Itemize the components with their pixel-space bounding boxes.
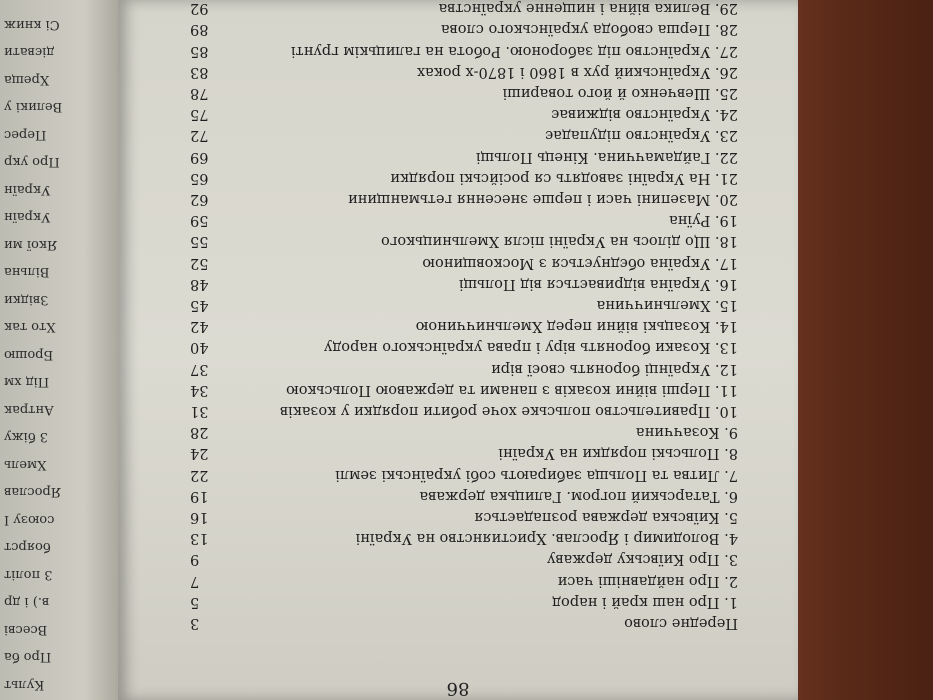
- toc-row: [156, 484, 758, 508]
- left-page-fragment: Хто так: [4, 319, 56, 335]
- toc-title: 10. Правительство польське хоче робити порядки у козаків: [279, 403, 738, 419]
- toc-page: 69: [190, 148, 209, 165]
- toc-row: [156, 293, 758, 317]
- toc-title: 28. Перша свобода українського слова: [440, 21, 738, 38]
- toc-row: [156, 166, 758, 190]
- toc-row: [156, 441, 758, 465]
- left-page-fragment: Хреща: [4, 72, 50, 87]
- toc-title: 27. Українство під забороною. Робота на галицькім грунті: [291, 42, 738, 59]
- toc-row: [156, 463, 758, 487]
- toc-row: [156, 335, 758, 359]
- toc-page: 65: [190, 169, 209, 186]
- toc-row: [156, 17, 758, 41]
- toc-row: [156, 208, 758, 232]
- toc-page: 45: [190, 297, 209, 313]
- left-page-fragment: Великі у: [4, 99, 63, 115]
- toc-title: 18. Що ділось на Україні після Хмельницького: [381, 233, 738, 250]
- left-page-fragment: боярст: [4, 539, 51, 555]
- toc-page: 13: [190, 530, 209, 547]
- toc-page: 34: [190, 381, 209, 398]
- left-page-fragment: Брошю: [4, 347, 54, 362]
- left-page-fragments: [0, 0, 120, 700]
- toc-row: [156, 569, 758, 593]
- toc-page: 89: [190, 21, 209, 38]
- toc-row: [156, 378, 758, 402]
- toc-page: 24: [190, 445, 209, 462]
- table-of-contents: [118, 0, 798, 700]
- left-page-fragment: Україн: [4, 209, 51, 225]
- left-page-fragment: Культ: [4, 677, 45, 692]
- toc-title: 17. Україна обєднується з Московщиною: [422, 254, 738, 271]
- toc-page: 52: [190, 254, 209, 271]
- toc-title: 3. Про Київську державу: [546, 551, 738, 568]
- toc-title: 26. Український рух в 1860 і 1870-х роках: [416, 63, 738, 80]
- left-page-fragment: Звідки: [4, 292, 49, 307]
- toc-row: [156, 314, 758, 338]
- toc-row: [156, 611, 758, 635]
- toc-title: 6. Татарський погром. Галицька держава: [419, 487, 738, 504]
- toc-title: 16. Україна відривається від Польщі: [458, 275, 738, 292]
- toc-row: [156, 60, 758, 84]
- toc-page: 19: [190, 487, 209, 504]
- toc-title: 1. Про наш край і народ: [552, 593, 738, 610]
- toc-row: [156, 399, 758, 423]
- toc-title: 19. Руїна: [669, 212, 738, 229]
- toc-row: [156, 39, 758, 63]
- toc-page: 78: [190, 85, 209, 101]
- toc-title: 24. Українство відживає: [551, 106, 738, 123]
- left-page-fragment: Вільна: [4, 264, 50, 280]
- toc-page: 59: [190, 212, 209, 229]
- toc-page: 72: [190, 127, 209, 144]
- toc-title: 7. Литва та Польща забирають собі українські землі: [335, 466, 738, 483]
- toc-row: [156, 505, 758, 529]
- toc-row: [156, 229, 758, 253]
- toc-row: [156, 187, 758, 211]
- left-page-fragment: Хмель: [4, 457, 47, 472]
- left-page-fragment: в.) і др: [4, 594, 50, 610]
- left-page-fragment: 3 біжу: [4, 429, 48, 445]
- toc-row: [156, 251, 758, 275]
- toc-page: 62: [190, 191, 209, 207]
- toc-page: 31: [190, 403, 209, 419]
- left-page-fragment: Якої ми: [4, 237, 58, 252]
- left-page-fragment: Під хм: [4, 374, 50, 390]
- toc-title: Передне слово: [624, 615, 738, 631]
- left-page-fragment: Всесві: [4, 622, 48, 637]
- toc-title: 9. Козаччина: [635, 424, 738, 441]
- toc-page: 3: [190, 615, 200, 631]
- toc-page: 16: [190, 509, 209, 525]
- toc-row: [156, 590, 758, 614]
- toc-row: [156, 547, 758, 571]
- toc-row: [156, 81, 758, 105]
- left-page-fragment: Про укр: [4, 154, 60, 170]
- left-page-fragment: Антрак: [4, 402, 54, 417]
- toc-row: [156, 102, 758, 126]
- toc-row: [156, 0, 758, 20]
- left-page-fragment: Україн: [4, 182, 51, 197]
- toc-page: 37: [190, 360, 209, 377]
- page-number: 86: [446, 678, 470, 699]
- toc-title: 22. Гайдамаччина. Кінець Польщі: [476, 148, 738, 165]
- toc-row: [156, 420, 758, 444]
- toc-title: 2. Про найдавніші часи: [557, 572, 738, 589]
- toc-page: 7: [190, 572, 200, 589]
- toc-title: 11. Перші війни козаків з панами та державою Польською: [286, 381, 738, 398]
- toc-title: 25. Шевченко й його товариші: [502, 85, 738, 101]
- toc-title: 29. Велика війна і нищенне українства: [438, 0, 738, 17]
- left-page: [0, 0, 120, 700]
- left-page-fragment: 3 політ: [4, 567, 53, 582]
- toc-title: 5. Київська держава розпадається: [474, 509, 738, 525]
- toc-title: 4. Володимир і Ярослав. Християнство на Україні: [355, 530, 738, 547]
- toc-title: 12. Українці боронять своєї віри: [491, 360, 738, 377]
- toc-page: 22: [190, 466, 209, 483]
- toc-title: 15. Хмельниччина: [596, 297, 738, 313]
- toc-page: 42: [190, 318, 209, 335]
- left-page-fragment: Перес: [4, 127, 47, 142]
- left-page-fragment: союзу І: [4, 512, 55, 527]
- toc-row: [156, 357, 758, 381]
- toc-page: 48: [190, 275, 209, 292]
- left-page-fragment: Сі книж: [4, 17, 60, 32]
- toc-page: 28: [190, 424, 209, 441]
- toc-row: [156, 526, 758, 550]
- toc-title: 23. Українство підупадає: [545, 127, 738, 144]
- toc-page: 75: [190, 106, 209, 123]
- toc-row: [156, 272, 758, 296]
- toc-page: 92: [190, 0, 209, 17]
- toc-row: [156, 145, 758, 169]
- toc-page: 5: [190, 593, 200, 610]
- toc-title: 21. На Україні заводять ся російські порядки: [390, 169, 738, 186]
- toc-row: [156, 123, 758, 147]
- toc-page: 83: [190, 63, 209, 80]
- toc-page: 40: [190, 339, 209, 356]
- toc-page: 85: [190, 42, 209, 59]
- toc-page: 55: [190, 233, 209, 250]
- left-page-fragment: дієвати: [4, 44, 55, 60]
- left-page-fragment: Про ба: [4, 649, 52, 665]
- toc-page: 9: [190, 551, 200, 568]
- left-page-fragment: Ярослав: [4, 484, 62, 500]
- wooden-table: [780, 0, 933, 700]
- toc-title: 13. Козаки боронять віру і права українського народу: [323, 339, 738, 356]
- toc-title: 8. Польські порядки на Україні: [498, 445, 738, 462]
- toc-title: 20. Мазепині часи і перше знесення гетьманщини: [347, 191, 738, 207]
- toc-title: 14. Козацькі війни перед Хмельниччиною: [415, 318, 738, 335]
